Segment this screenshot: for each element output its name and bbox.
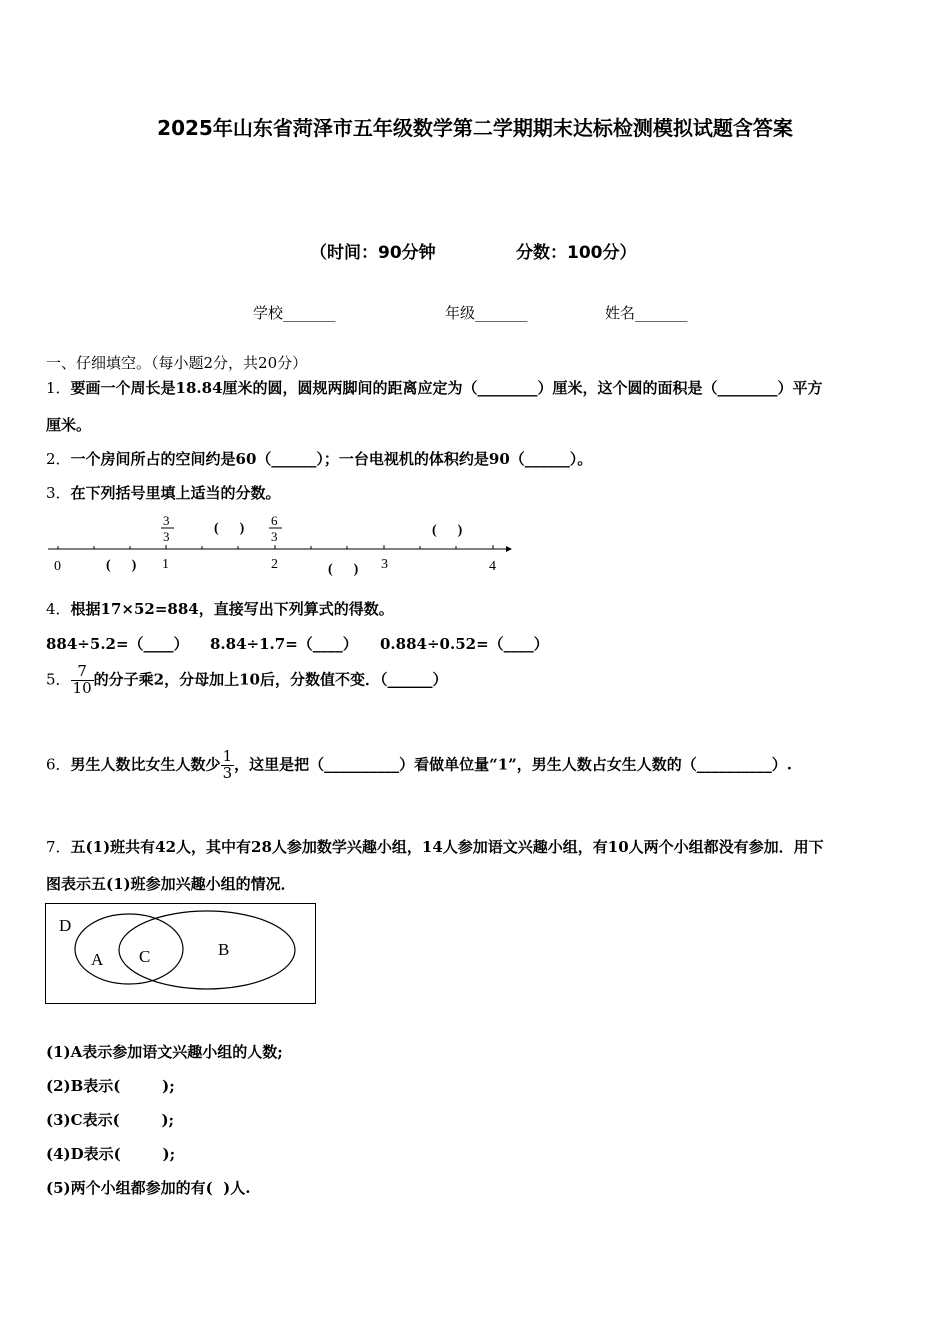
venn-label-d: D [59,916,72,935]
venn-label-c: C [139,947,151,966]
question-number: 2． [46,450,71,468]
blank-bracket: ( ) [106,558,137,573]
question-text: 五(1)班共有42人，其中有28人参加数学兴趣小组，14人参加语文兴趣小组，有10人两个小组都没有参加．用下 [70,838,824,856]
number-line-arrow [506,546,512,552]
question-text: 的分子乘2，分母加上10后，分数值不变．（______） [93,670,448,689]
question-text: ，这里是把（__________）看做单位量“1”，男生人数占女生人数的（__________）. [234,755,793,774]
tick-label-4: 4 [489,559,496,574]
question-number: 1． [46,379,71,397]
page-title: 2025年山东省菏泽市五年级数学第二学期期末达标检测模拟试题含答案 [157,116,793,140]
section-heading: 一、仔细填空。（每小题2分，共20分） [46,354,308,372]
number-line-figure [40,510,520,580]
sub-question-2: (2)B表示( ); [46,1077,175,1095]
blank-bracket: ( ) [214,521,245,536]
venn-frame [46,904,316,1004]
exam-time: （时间：90分钟 [310,243,436,263]
fraction-denominator: 3 [222,763,233,782]
question-text: 要画一个周长是18.84厘米的圆，圆规两脚间的距离应定为（________）厘米，这个圆的面积是（________）平方 [70,379,823,397]
sub-question-4: (4)D表示( ); [46,1145,176,1163]
question-7 [46,836,824,857]
question-2 [46,448,592,469]
venn-diagram [45,903,317,1005]
fraction-denominator: 3 [271,529,278,544]
fraction-numerator: 1 [222,747,233,765]
tick-label-2: 2 [271,557,278,572]
question-1-continued: 厘米。 [46,416,92,434]
question-text: 一个房间所占的空间约是60（______）；一台电视机的体积约是90（______）。 [70,450,593,468]
fraction-denominator: 10 [72,678,92,697]
question-number: 6． [46,755,71,774]
fraction-denominator: 3 [163,529,170,544]
question-7-continued: 图表示五(1)班参加兴趣小组的情况． [46,875,296,893]
question-number: 3． [46,484,71,502]
grade-field: 年级_______ [445,304,528,322]
question-5 [46,664,447,697]
question-text: 在下列括号里填上适当的分数。 [70,484,281,502]
question-4 [46,598,394,619]
venn-label-a: A [91,950,104,969]
fraction [71,664,94,697]
question-number: 7． [46,838,71,856]
question-text: 根据17×52=884，直接写出下列算式的得数。 [70,600,394,618]
fraction-numerator: 6 [271,513,278,528]
question-number: 5． [46,670,71,689]
question-text: 男生人数比女生人数少 [70,755,221,774]
sub-question-1: (1)A表示参加语文兴趣小组的人数; [46,1043,283,1061]
tick-label-0: 0 [54,559,61,574]
question-6 [46,749,792,782]
venn-label-b: B [218,940,230,959]
question-1 [46,377,823,398]
fraction [221,749,235,782]
fraction-numerator: 7 [77,662,87,680]
tick-label-3: 3 [381,557,388,572]
school-field: 学校_______ [253,304,336,322]
tick-label-1: 1 [162,557,169,572]
blank-bracket: ( ) [432,523,463,538]
expression-1: 884÷5.2=（____） [46,635,189,653]
sub-question-5: (5)两个小组都参加的有( )人. [46,1179,251,1197]
exam-score: 分数：100分） [516,243,637,263]
expression-3: 0.884÷0.52=（____） [380,635,549,653]
venn-circle-left [75,914,183,984]
blank-bracket: ( ) [328,562,359,577]
fraction-numerator: 3 [163,513,170,528]
question-3 [46,482,281,503]
expression-2: 8.84÷1.7=（____） [210,635,358,653]
name-field: 姓名_______ [605,304,688,322]
question-number: 4． [46,600,71,618]
sub-question-3: (3)C表示( ); [46,1111,175,1129]
